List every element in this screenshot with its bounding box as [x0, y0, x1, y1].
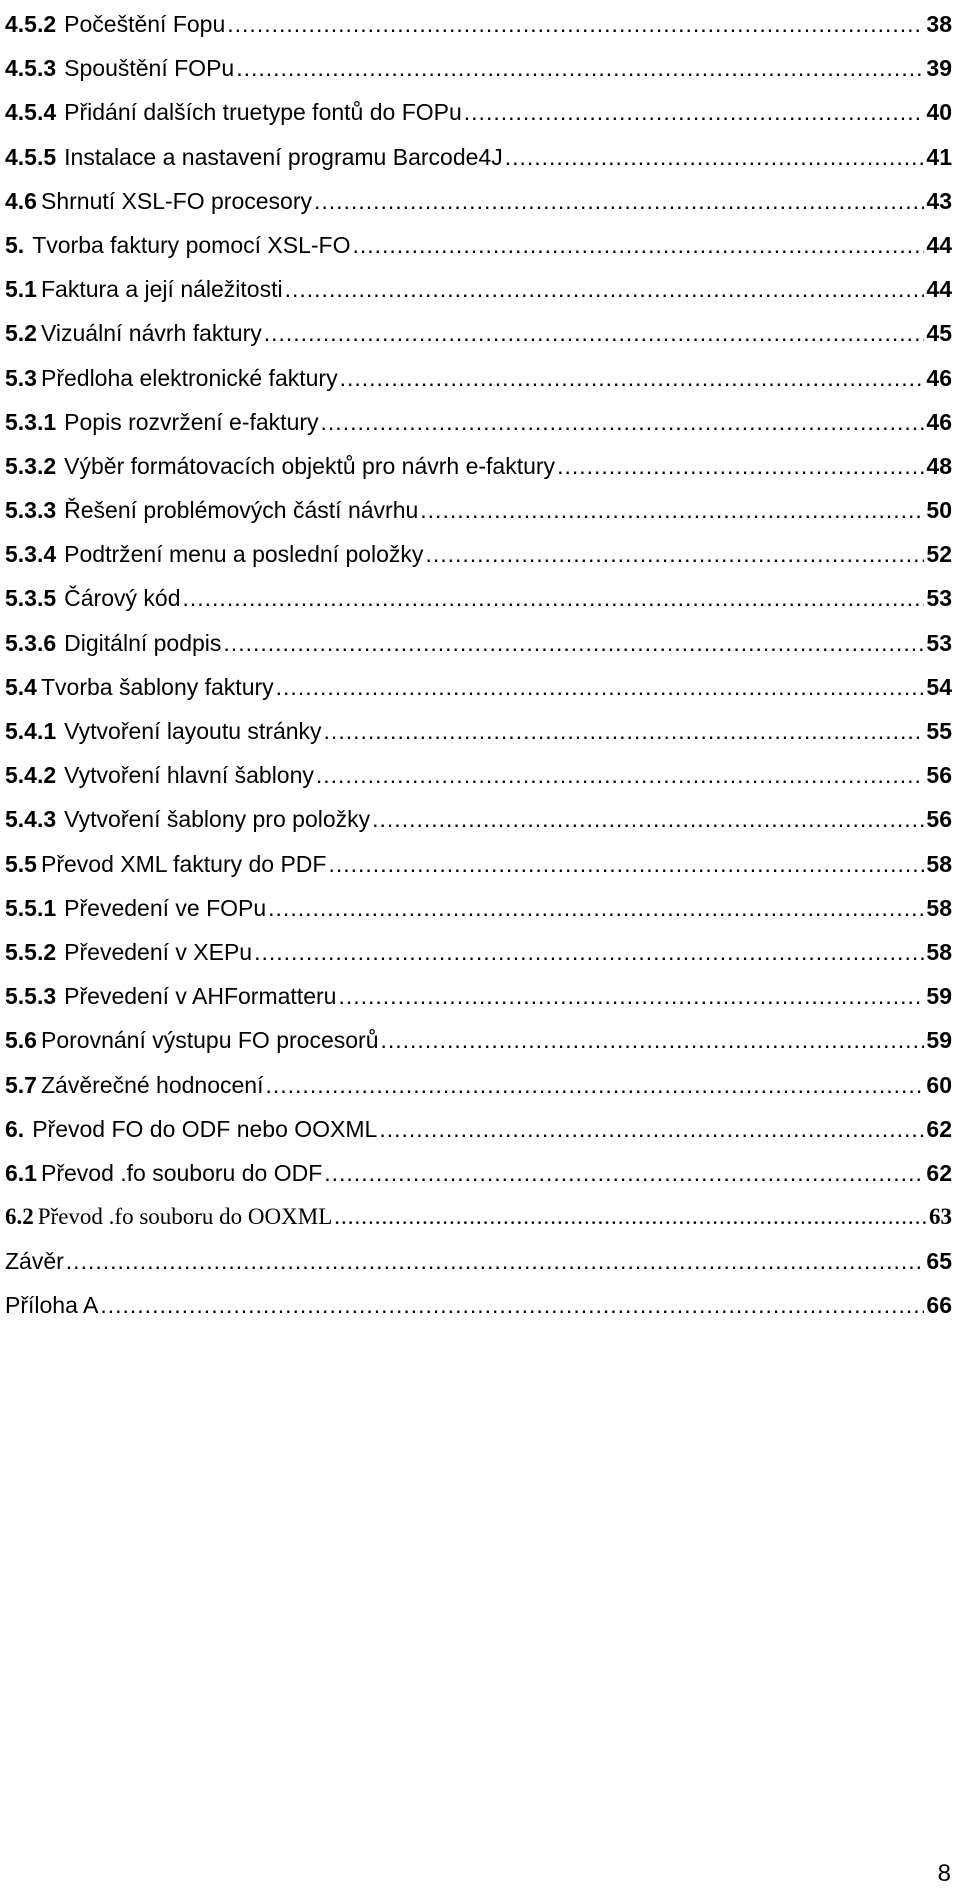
toc-entry[interactable]	[5, 398, 952, 442]
toc-dot-leader	[321, 400, 925, 444]
toc-dot-leader	[182, 576, 924, 620]
toc-entry-number: 5.3.3	[5, 497, 57, 524]
toc-entry-title: Převedení v XEPu	[64, 938, 253, 965]
table-of-contents	[5, 0, 952, 1326]
page-number: 8	[937, 1860, 951, 1887]
toc-entry-page: 60	[926, 1071, 952, 1098]
toc-entry-title: Faktura a její náležitosti	[40, 276, 283, 303]
toc-dot-leader	[557, 444, 924, 488]
toc-dot-leader	[425, 532, 924, 576]
toc-entry[interactable]	[5, 707, 952, 751]
toc-dot-leader	[265, 1063, 924, 1107]
toc-entry[interactable]	[5, 88, 952, 132]
toc-entry-number: 4.5.2	[5, 11, 57, 37]
toc-dot-leader	[236, 46, 924, 90]
toc-entry-page: 46	[926, 364, 952, 391]
toc-entry-page: 62	[926, 1115, 952, 1142]
toc-entry-number: 5.5.1	[5, 894, 57, 921]
toc-dot-leader	[505, 135, 925, 179]
toc-entry-page: 48	[926, 452, 952, 479]
toc-dot-leader	[268, 886, 924, 930]
toc-entry-title: Převod .fo souboru do ODF	[40, 1159, 323, 1186]
toc-dot-leader	[338, 974, 924, 1018]
toc-entry-page: 46	[926, 408, 952, 435]
toc-entry-number: 6.2	[5, 1204, 34, 1230]
toc-entry-title: Vytvoření layoutu stránky	[64, 718, 322, 744]
toc-entry-title: Počeštění Fopu	[64, 11, 226, 37]
toc-entry[interactable]	[5, 619, 952, 663]
toc-entry-number: 4.5.5	[5, 143, 57, 170]
toc-entry-page: 50	[926, 497, 952, 524]
toc-entry-number: 5.5.3	[5, 983, 57, 1010]
toc-entry[interactable]	[5, 1149, 952, 1193]
toc-entry-page: 53	[926, 629, 952, 656]
toc-entry-page: 38	[926, 11, 952, 37]
toc-entry-title: Tvorba šablony faktury	[40, 673, 274, 700]
toc-entry[interactable]	[5, 795, 952, 839]
toc-dot-leader	[100, 1283, 924, 1327]
toc-entry-title: Vytvoření šablony pro položky	[64, 806, 371, 833]
toc-entry[interactable]	[5, 1061, 952, 1105]
toc-entry-number: 5.3.1	[5, 408, 57, 435]
toc-entry[interactable]	[5, 0, 952, 44]
toc-entry-page: 44	[926, 276, 952, 303]
toc-entry-title: Závěr	[5, 1248, 64, 1275]
toc-dot-leader	[420, 488, 924, 532]
toc-entry-number: 5.7	[5, 1071, 37, 1098]
toc-entry[interactable]	[5, 972, 952, 1016]
toc-entry[interactable]	[5, 354, 952, 398]
toc-entry[interactable]	[5, 265, 952, 309]
toc-dot-leader	[227, 2, 924, 46]
toc-entry[interactable]	[5, 530, 952, 574]
toc-entry-title: Řešení problémových částí návrhu	[64, 497, 419, 524]
toc-dot-leader	[464, 90, 925, 134]
toc-entry-number: 5.3	[5, 364, 37, 391]
toc-entry-page: 39	[926, 55, 952, 82]
toc-entry[interactable]	[5, 884, 952, 928]
toc-entry-page: 41	[926, 143, 952, 170]
toc-entry-number: 5.3.6	[5, 629, 57, 656]
toc-entry-page: 52	[926, 541, 952, 568]
toc-entry-page: 43	[926, 187, 952, 214]
toc-entry-title: Přidání dalších truetype fontů do FOPu	[64, 99, 462, 126]
toc-dot-leader	[372, 797, 924, 841]
toc-entry-page: 54	[926, 673, 952, 700]
toc-entry-title: Vytvoření hlavní šablony	[64, 762, 314, 789]
toc-entry[interactable]	[5, 751, 952, 795]
toc-entry[interactable]	[5, 663, 952, 707]
toc-entry-page: 44	[926, 231, 952, 258]
toc-entry-number: 6.1	[5, 1159, 37, 1186]
toc-entry[interactable]	[5, 574, 952, 618]
toc-entry-title: Převod FO do ODF nebo OOXML	[32, 1115, 378, 1142]
toc-entry-number: 5.5.2	[5, 938, 57, 965]
toc-entry-title: Popis rozvržení e-faktury	[64, 408, 319, 435]
toc-entry[interactable]	[5, 1237, 952, 1281]
toc-dot-leader	[285, 267, 925, 311]
toc-entry[interactable]	[5, 928, 952, 972]
toc-entry[interactable]	[5, 177, 952, 221]
toc-entry-number: 4.6	[5, 187, 37, 214]
toc-entry[interactable]	[5, 44, 952, 88]
toc-entry-title: Výběr formátovacích objektů pro návrh e-faktury	[64, 452, 556, 479]
toc-entry-number: 5.5	[5, 850, 37, 877]
toc-entry[interactable]	[5, 1016, 952, 1060]
toc-dot-leader	[328, 842, 924, 886]
toc-entry-number: 4.5.3	[5, 55, 57, 82]
toc-dot-leader	[324, 709, 925, 753]
toc-entry-title: Tvorba faktury pomocí XSL-FO	[32, 231, 351, 258]
toc-entry-page: 40	[926, 99, 952, 126]
toc-entry-page: 58	[926, 894, 952, 921]
toc-entry-number: 5.3.2	[5, 452, 57, 479]
toc-entry-number: 5.4.3	[5, 806, 57, 833]
toc-dot-leader	[334, 1195, 927, 1239]
toc-entry[interactable]	[5, 221, 952, 265]
toc-dot-leader	[264, 311, 925, 355]
toc-entry-number: 5.2	[5, 320, 37, 347]
toc-entry-title: Vizuální návrh faktury	[40, 320, 262, 347]
toc-entry-title: Převod XML faktury do PDF	[40, 850, 327, 877]
toc-entry-title: Převedení ve FOPu	[64, 894, 267, 921]
toc-dot-leader	[66, 1239, 925, 1283]
toc-entry-page: 55	[926, 718, 952, 744]
toc-entry-number: 5.6	[5, 1027, 37, 1054]
toc-entry-title: Příloha A	[5, 1292, 99, 1319]
toc-dot-leader	[324, 1151, 924, 1195]
toc-entry-number: 5.4.1	[5, 718, 57, 744]
toc-entry[interactable]	[5, 133, 952, 177]
toc-entry-number: 5.1	[5, 276, 37, 303]
toc-dot-leader	[223, 621, 924, 665]
toc-entry[interactable]	[5, 1281, 952, 1325]
toc-entry[interactable]	[5, 309, 952, 353]
toc-dot-leader	[352, 223, 924, 267]
toc-entry[interactable]	[5, 442, 952, 486]
toc-entry-page: 58	[926, 938, 952, 965]
toc-entry-page: 63	[929, 1204, 952, 1230]
toc-entry[interactable]	[5, 840, 952, 884]
toc-entry-title: Shrnutí XSL-FO procesory	[40, 187, 312, 214]
toc-entry[interactable]	[5, 1193, 952, 1237]
toc-entry-title: Podtržení menu a poslední položky	[64, 541, 424, 568]
toc-entry-page: 53	[926, 585, 952, 612]
toc-entry-title: Čárový kód	[64, 585, 181, 612]
toc-entry-page: 45	[926, 320, 952, 347]
toc-entry-page: 65	[926, 1248, 952, 1275]
toc-entry-page: 59	[926, 1027, 952, 1054]
toc-entry-number: 5.3.5	[5, 585, 57, 612]
toc-entry-number: 6.	[5, 1115, 25, 1142]
toc-entry[interactable]	[5, 486, 952, 530]
toc-dot-leader	[380, 1018, 924, 1062]
toc-entry[interactable]	[5, 1105, 952, 1149]
toc-entry-number: 5.4	[5, 673, 37, 700]
toc-entry-title: Digitální podpis	[64, 629, 222, 656]
toc-dot-leader	[276, 665, 925, 709]
toc-entry-number: 5.4.2	[5, 762, 57, 789]
toc-entry-page: 56	[926, 762, 952, 789]
toc-dot-leader	[340, 356, 925, 400]
toc-entry-title: Porovnání výstupu FO procesorů	[40, 1027, 379, 1054]
toc-dot-leader	[254, 930, 924, 974]
toc-entry-title: Spouštění FOPu	[64, 55, 235, 82]
toc-entry-number: 4.5.4	[5, 99, 57, 126]
toc-entry-title: Převod .fo souboru do OOXML	[37, 1204, 333, 1230]
toc-dot-leader	[316, 753, 925, 797]
toc-entry-title: Instalace a nastavení programu Barcode4J	[64, 143, 503, 170]
toc-entry-number: 5.	[5, 231, 25, 258]
toc-entry-page: 66	[926, 1292, 952, 1319]
toc-dot-leader	[314, 179, 924, 223]
toc-entry-page: 62	[926, 1159, 952, 1186]
toc-entry-page: 59	[926, 983, 952, 1010]
toc-entry-number: 5.3.4	[5, 541, 57, 568]
toc-dot-leader	[379, 1107, 924, 1151]
toc-entry-title: Převedení v AHFormatteru	[64, 983, 337, 1010]
toc-entry-page: 58	[926, 850, 952, 877]
toc-entry-title: Předloha elektronické faktury	[40, 364, 338, 391]
toc-entry-page: 56	[926, 806, 952, 833]
toc-entry-title: Závěrečné hodnocení	[40, 1071, 264, 1098]
